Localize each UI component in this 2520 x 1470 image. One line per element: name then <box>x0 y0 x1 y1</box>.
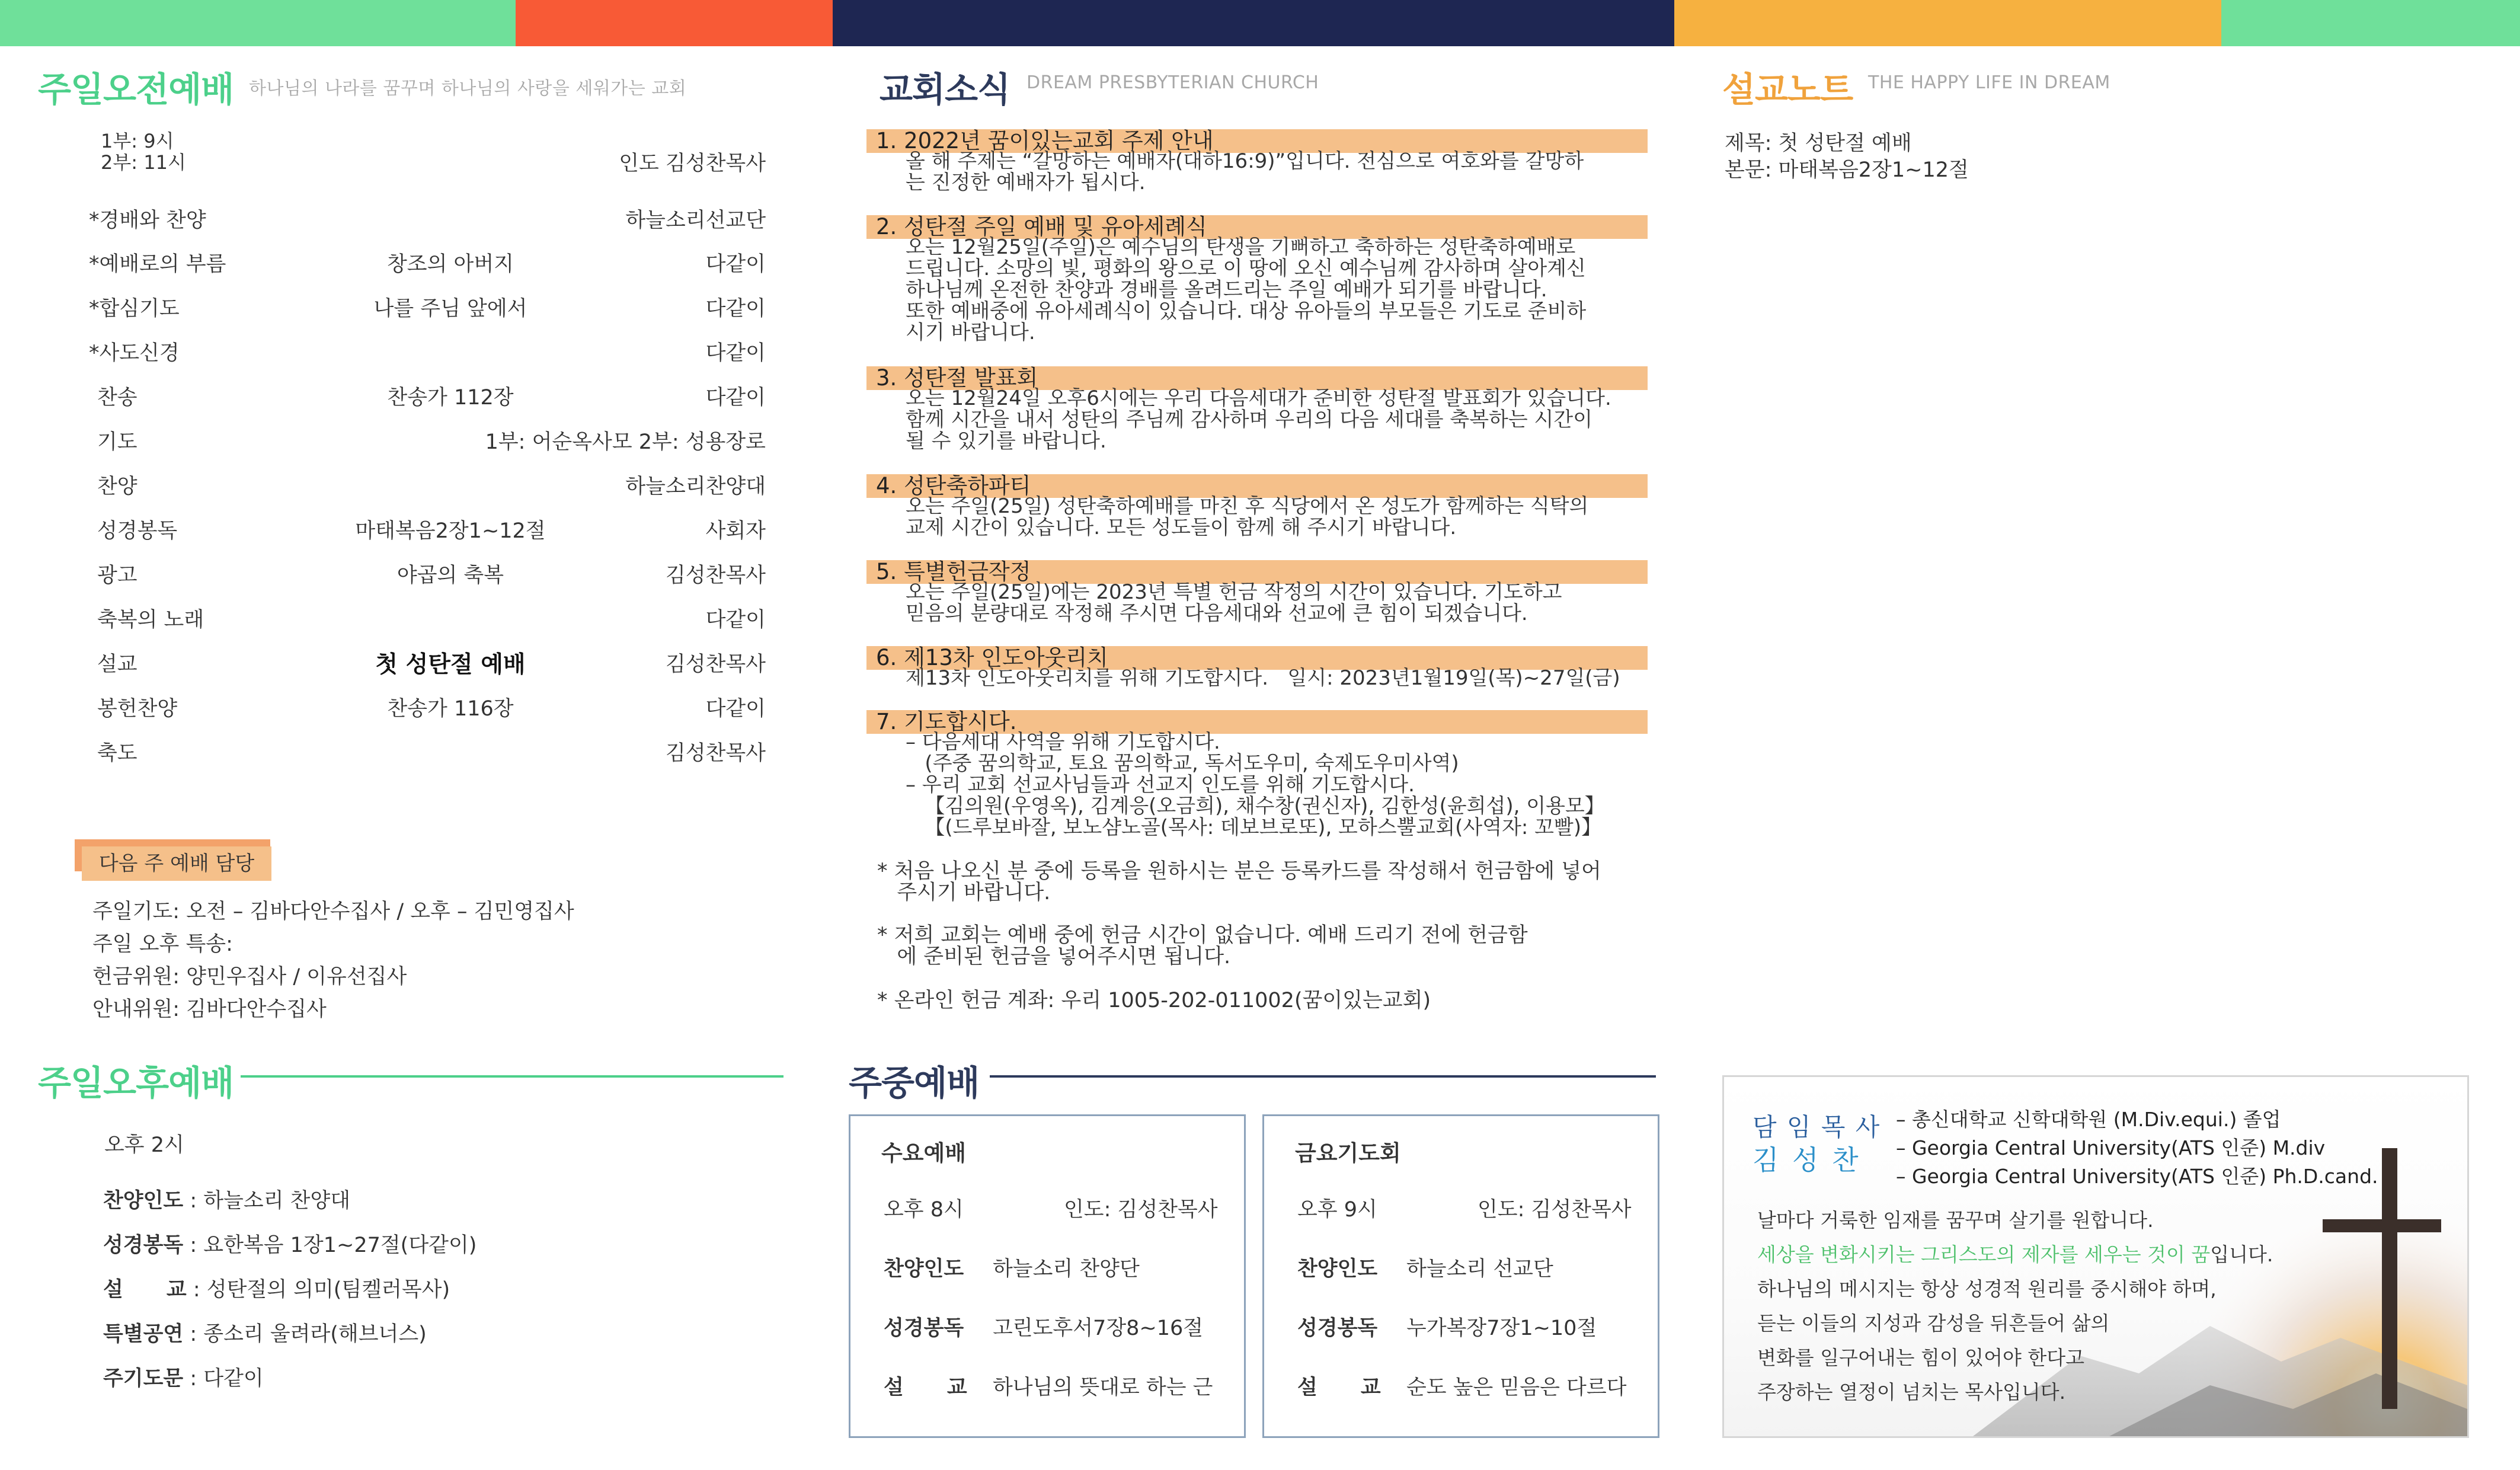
pm-row-label: 주기도문 <box>103 1367 184 1391</box>
news-item-heading: 2. 성탄절 주일 예배 및 유아세례식 <box>876 214 1207 239</box>
service-time-1: 1부: 9시 <box>101 130 174 152</box>
order-who: 다같이 <box>705 253 766 276</box>
pm-row-value: : 하늘소리 찬양대 <box>183 1189 351 1213</box>
news-note: * 저희 교회는 예배 중에 헌금 시간이 없습니다. 예배 드리기 전에 헌금함 에 준비된 헌금을 넣어주시면 됩니다. <box>877 923 1528 969</box>
sunday-pm-title: 주일오후예배 <box>38 1063 234 1103</box>
sunday-pm-time: 오후 2시 <box>104 1133 184 1157</box>
fri-row-value: 하늘소리 선교단 <box>1406 1257 1553 1281</box>
news-item-body: 오는 12월24일 오후6시에는 우리 다음세대가 준비한 성탄절 발표회가 있습니다. 함께 시간을 내서 성탄의 주님께 감사하며 우리의 다음 세대를 축복하는 시간이 될 수 있기를 바랍니다. <box>906 386 1611 453</box>
wed-row-value: 고린도후서7장8~16절 <box>993 1316 1204 1340</box>
sunday-pm-rule <box>241 1075 783 1078</box>
next-week-line: 안내위원: 김바다안수집사 <box>92 998 327 1021</box>
news-item-body: 제13차 인도아웃리치를 위해 기도합시다. 일시: 2023년1월19일(목)~27일(금) <box>906 666 1620 690</box>
next-week-line: 주일 오후 특송: <box>92 932 233 956</box>
news-item-heading: 3. 성탄절 발표회 <box>876 365 1038 391</box>
news-title: 교회소식 <box>880 69 1010 110</box>
news-item-heading: 7. 기도합시다. <box>876 709 1017 734</box>
order-who: 김성찬목사 <box>665 742 766 765</box>
order-item: 봉헌찬양 <box>97 697 178 721</box>
order-item: 성경봉독 <box>97 519 178 543</box>
pm-row-label: 특별공연 <box>103 1322 184 1346</box>
service-time-2: 2부: 11시 <box>101 151 186 174</box>
order-who: 1부: 어순옥사모 2부: 성용장로 <box>485 430 766 454</box>
bar-navy <box>833 0 1674 46</box>
wed-row-value: 하나님의 뜻대로 하는 근 <box>993 1376 1213 1399</box>
order-content: 찬송가 116장 <box>387 697 514 721</box>
order-content: 창조의 아버지 <box>387 253 514 276</box>
order-item: *경배와 찬양 <box>89 209 206 232</box>
wed-leader: 인도: 김성찬목사 <box>1064 1198 1218 1222</box>
pastor-intro-green: 세상을 변화시키는 그리스도의 제자를 세우는 것이 꿈 <box>1757 1243 2211 1266</box>
order-who: 다같이 <box>705 386 766 410</box>
midweek-rule <box>990 1075 1656 1078</box>
order-who: 하늘소리찬양대 <box>625 475 766 498</box>
top-color-bar <box>0 0 2520 46</box>
pastor-intro: 주장하는 열정이 넘치는 목사입니다. <box>1757 1380 2066 1404</box>
fri-row-label: 설 교 <box>1297 1376 1381 1399</box>
order-content: 야곱의 축복 <box>396 564 504 587</box>
news-item-body: 올 해 주제는 “갈망하는 예배자(대하16:9)”입니다. 전심으로 여호와를 갈망하 는 진정한 예배자가 됩시다. <box>906 149 1584 194</box>
pm-row <box>103 1318 427 1347</box>
order-item: 축도 <box>97 742 137 765</box>
news-item-heading: 6. 제13차 인도아웃리치 <box>876 645 1108 670</box>
pm-row-label: 설 교 <box>103 1278 187 1302</box>
sermon-note-subtitle: THE HAPPY LIFE IN DREAM <box>1868 72 2110 93</box>
fri-row-value: 누가복장7장1~10절 <box>1406 1316 1597 1340</box>
wed-time: 오후 8시 <box>884 1198 964 1222</box>
pastor-credential: – Georgia Central University(ATS 인준) Ph.D.cand. <box>1896 1165 2378 1188</box>
news-item-heading: 4. 성탄축하파티 <box>876 473 1031 498</box>
news-item-body: 오는 주일(25일) 성탄축하예배를 마친 후 식당에서 온 성도가 함께하는 식탁의 교제 시간이 있습니다. 모든 성도들이 함께 해 주시기 바랍니다. <box>906 494 1589 539</box>
pastor-credential: – 총신대학교 신학대학원 (M.Div.equi.) 졸업 <box>1896 1108 2281 1131</box>
sunday-am-title: 주일오전예배 <box>38 69 234 110</box>
pm-row <box>103 1362 264 1392</box>
order-content: 찬송가 112장 <box>387 386 514 410</box>
pm-row <box>103 1229 477 1258</box>
news-item-body: – 다음세대 사역을 위해 기도합시다. (주중 꿈의학교, 토요 꿈의학교, 독서도우미, 숙제도우미사역) – 우리 교회 선교사님들과 선교지 인도를 위해 기도합시다. 【김의원(우영옥), 김계응(오금희), 채수창(권신자), 김한성(윤희섭), 이용모】 【(드루보바잘, 보노샴노골(목사: 데보브로또), 모하스뿔교회(사역자: 꼬빨)】 <box>906 730 1605 839</box>
wednesday-service-card <box>849 1114 1246 1438</box>
wed-row-value: 하늘소리 찬양단 <box>993 1257 1140 1281</box>
order-who: 다같이 <box>705 341 766 365</box>
news-item-heading: 5. 특별헌금작정 <box>876 559 1031 584</box>
pastor-name: 김 성 찬 <box>1753 1144 1861 1176</box>
wed-title: 수요예배 <box>881 1140 966 1166</box>
next-week-line: 헌금위원: 양민우집사 / 이유선집사 <box>92 965 407 989</box>
pm-row-value: : 요한복음 1장1~27절(다같이) <box>183 1233 477 1257</box>
pm-row <box>103 1184 350 1214</box>
pm-row-value: : 다같이 <box>183 1367 264 1391</box>
wed-row-label: 설 교 <box>884 1376 967 1399</box>
order-who: 김성찬목사 <box>665 653 766 676</box>
pastor-intro-highlight <box>1757 1239 2273 1267</box>
news-item-body: 오는 주일(25일)에는 2023년 특별 헌금 작정의 시간이 있습니다. 기도하고 믿음의 분량대로 작정해 주시면 다음세대와 선교에 큰 힘이 되겠습니다. <box>906 580 1562 625</box>
fri-row-label: 찬양인도 <box>1297 1257 1378 1281</box>
bar-orange <box>1674 0 2221 46</box>
order-item: 축복의 노래 <box>97 608 204 632</box>
news-item-body: 오는 12월25일(주일)은 예수님의 탄생을 기뻐하고 축하하는 성탄축하예배로 드립니다. 소망의 빛, 평화의 왕으로 이 땅에 오신 예수님께 감사하며 살아계신 하나님께 온전한 찬양과 경배를 올려드리는 주일 예배가 되기를 바랍니다. 또한 예배중에 유아세례식이 있습니다. 대상 유아들의 부모들은 기도로 준비하 시기 바랍니다. <box>906 235 1587 344</box>
midweek-title: 주중예배 <box>849 1063 980 1103</box>
pm-row-value: : 종소리 울려라(해브너스) <box>183 1322 427 1346</box>
bar-red <box>516 0 833 46</box>
news-note: * 온라인 헌금 계좌: 우리 1005-202-011002(꿈이있는교회) <box>877 989 1431 1012</box>
pastor-intro: 하나님의 메시지는 항상 성경적 원리를 중시해야 하며, <box>1757 1277 2217 1300</box>
fri-row-label: 성경봉독 <box>1297 1316 1378 1340</box>
order-who: 다같이 <box>705 608 766 632</box>
order-item: *합심기도 <box>89 297 180 321</box>
pastor-role: 담 임 목 사 <box>1753 1113 1881 1142</box>
order-item: 광고 <box>97 564 137 587</box>
sunday-am-subtitle: 하나님의 나라를 꿈꾸며 하나님의 사랑을 세워가는 교회 <box>249 78 687 99</box>
order-item: 찬양 <box>97 475 137 498</box>
fri-title: 금요기도회 <box>1295 1140 1401 1166</box>
pastor-intro-rest: 입니다. <box>2210 1243 2273 1266</box>
sermon-note-title: 설교노트 <box>1722 69 1853 110</box>
order-who: 김성찬목사 <box>665 564 766 587</box>
order-item: 설교 <box>97 653 137 676</box>
pastor-intro: 날마다 거룩한 임재를 꿈꾸며 살기를 원합니다. <box>1757 1209 2154 1232</box>
order-who: 사회자 <box>705 519 766 543</box>
sermon-note-title-line: 제목: 첫 성탄절 예배 <box>1725 132 1912 155</box>
pastor-intro: 듣는 이들의 지성과 감성을 뒤흔들어 삶의 <box>1757 1312 2110 1335</box>
pastor-credential: – Georgia Central University(ATS 인준) M.div <box>1896 1136 2326 1159</box>
news-subtitle: DREAM PRESBYTERIAN CHURCH <box>1026 72 1319 93</box>
order-item: 찬송 <box>97 386 137 410</box>
service-leader: 인도 김성찬목사 <box>619 152 766 175</box>
order-content: 나를 주님 앞에서 <box>373 297 527 321</box>
order-item: 기도 <box>97 430 137 454</box>
pm-row-label: 찬양인도 <box>103 1189 184 1213</box>
order-item: *사도신경 <box>89 341 180 365</box>
next-week-tag: 다음 주 예배 담당 <box>82 846 271 881</box>
news-item-heading: 1. 2022년 꿈이있는교회 주제 안내 <box>876 128 1214 154</box>
pm-row <box>103 1273 450 1303</box>
order-who: 하늘소리선교단 <box>625 209 766 232</box>
order-who: 다같이 <box>705 697 766 721</box>
fri-time: 오후 9시 <box>1297 1198 1377 1222</box>
pm-row-value: : 성탄절의 의미(팀켈러목사) <box>186 1278 450 1302</box>
pastor-intro: 변화를 일구어내는 힘이 있어야 한다고 <box>1757 1346 2085 1369</box>
order-content-sermon: 첫 성탄절 예배 <box>375 651 526 678</box>
pastor-profile-card <box>1722 1075 2469 1438</box>
fri-leader: 인도: 김성찬목사 <box>1478 1198 1632 1222</box>
friday-prayer-card <box>1262 1114 1659 1438</box>
wed-row-label: 성경봉독 <box>884 1316 964 1340</box>
order-item: *예배로의 부름 <box>89 253 226 276</box>
fri-row-value: 순도 높은 믿음은 다르다 <box>1406 1376 1627 1399</box>
next-week-line: 주일기도: 오전 – 김바다안수집사 / 오후 – 김민영집사 <box>92 900 574 923</box>
bar-green-right <box>2221 0 2520 46</box>
pm-row-label: 성경봉독 <box>103 1233 184 1257</box>
news-note: * 처음 나오신 분 중에 등록을 원하시는 분은 등록카드를 작성해서 헌금함에 넣어 주시기 바랍니다. <box>877 859 1601 905</box>
wed-row-label: 찬양인도 <box>884 1257 964 1281</box>
sermon-note-scripture-line: 본문: 마태복음2장1~12절 <box>1725 158 1969 182</box>
order-who: 다같이 <box>705 297 766 321</box>
order-content: 마태복음2장1~12절 <box>355 519 546 543</box>
bar-green-left <box>0 0 516 46</box>
